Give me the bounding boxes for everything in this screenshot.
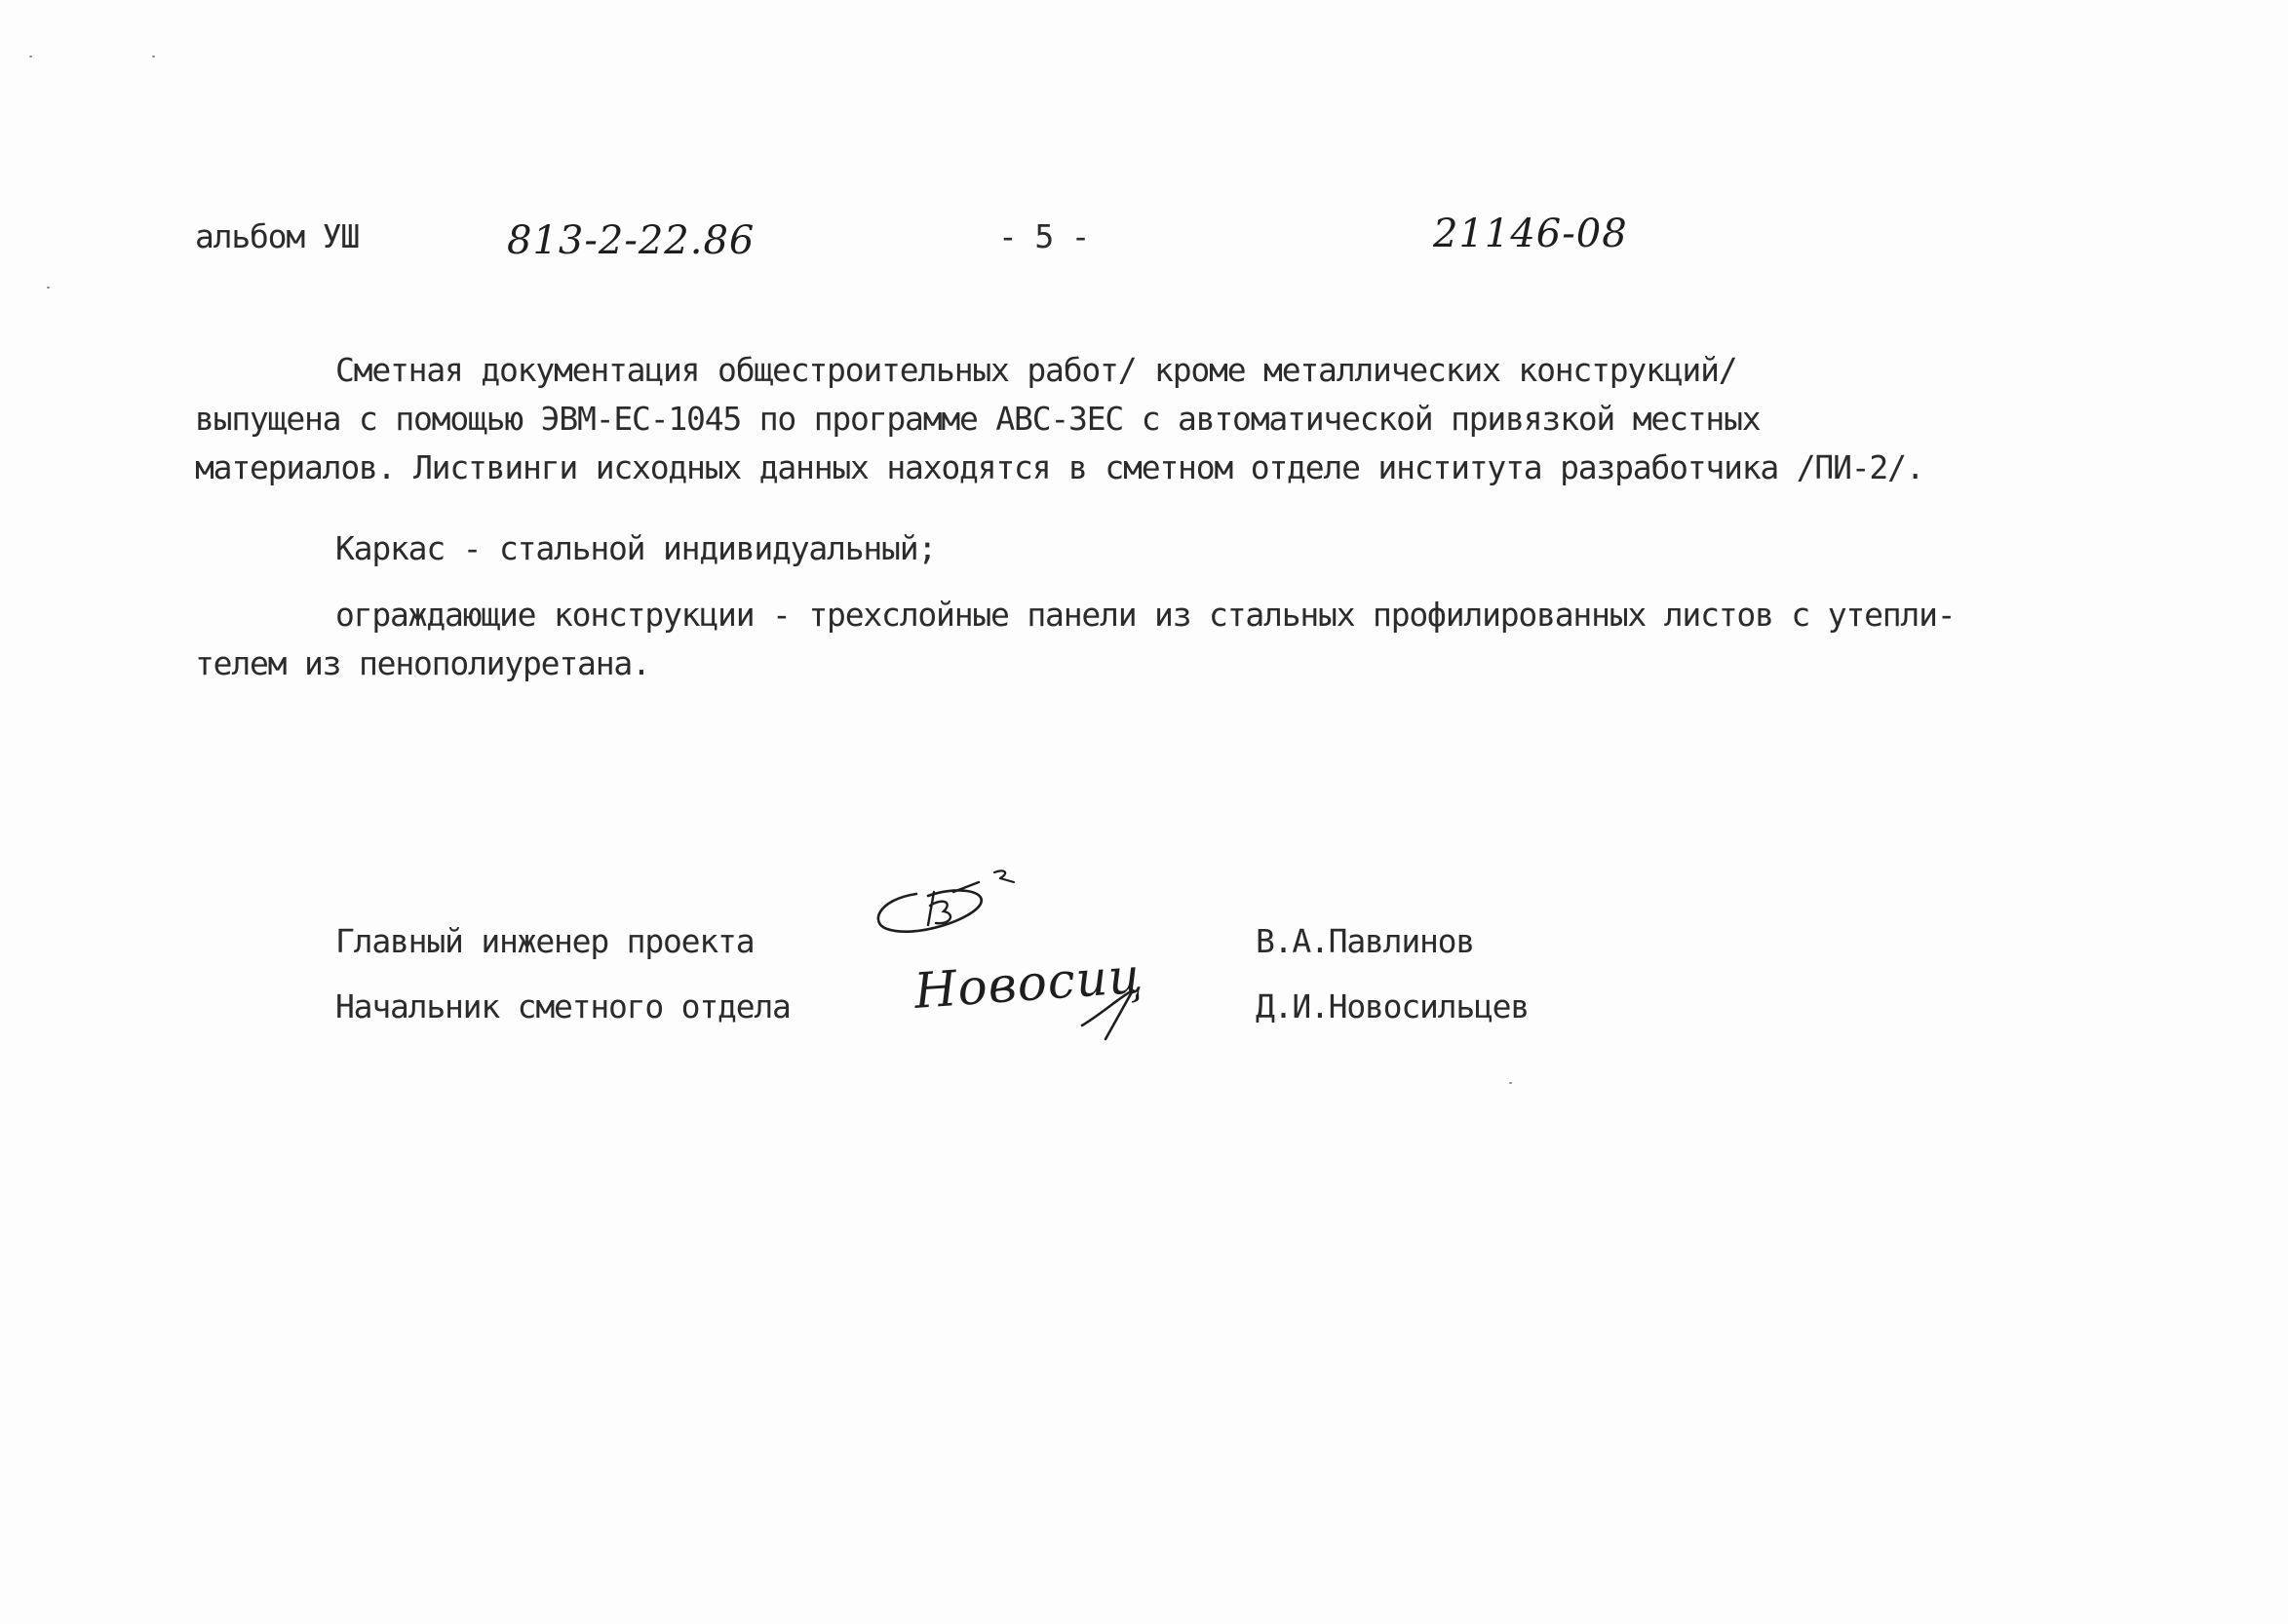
paragraph-line: выпущена с помощью ЭВМ-ЕС-1045 по программе АВС-ЗЕС с автоматической привязкой местных [195,400,1761,438]
scan-speck [1509,1082,1512,1084]
estimate-head-name: Д.И.Новосильцев [1256,987,1530,1025]
scan-speck [29,56,32,58]
scan-speck [47,287,50,289]
estimate-head-title: Начальник сметного отдела [335,987,791,1025]
paragraph-line: Сметная документация общестроительных работ/ кроме металлических конструкций/ [335,351,1737,389]
paragraph-line: материалов. Листвинги исходных данных находятся в сметном отделе института разработчика /ПИ-2/. [195,448,1924,486]
frame-description: Каркас - стальной индивидуальный; [335,529,937,567]
chief-engineer-signature [858,863,1053,970]
estimate-head-signature: Новосиц [911,947,1145,1020]
signature-flourish [1072,985,1150,1043]
scan-speck [152,56,155,58]
series-code: 813-2-22.86 [507,218,756,263]
page-number: - 5 - [998,217,1090,255]
walls-description-line: телем из пенополиуретана. [195,644,650,682]
document-number: 21146-08 [1433,212,1628,256]
album-label: альбом УШ [195,217,360,255]
walls-description-line: ограждающие конструкции - трехслойные панели из стальных профилированных листов с утепли- [335,596,1956,634]
chief-engineer-name: В.А.Павлинов [1256,922,1475,960]
chief-engineer-title: Главный инженер проекта [335,922,755,960]
